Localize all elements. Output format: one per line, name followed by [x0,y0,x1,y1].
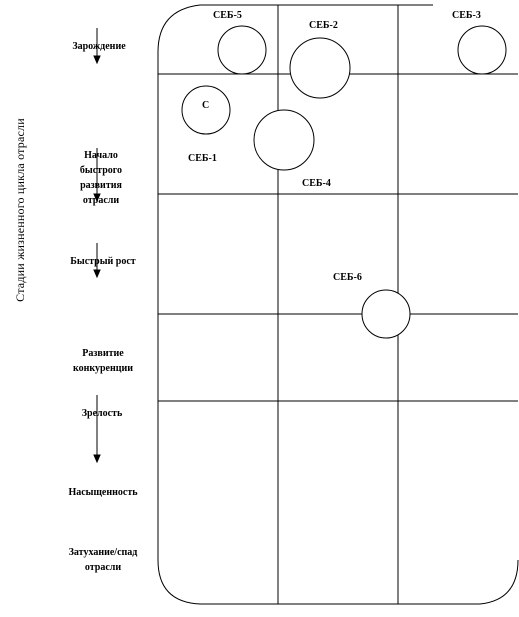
unit-label-seb4: СЕБ-4 [302,178,331,189]
stage-label-1: Начало быстрого развития отрасли [79,150,123,206]
stage-label-4: Зрелость [81,408,123,419]
unit-label-seb2: СЕБ-2 [309,20,338,31]
unit-circle-seb5 [218,26,266,74]
unit-circle-seb3 [458,26,506,74]
unit-label-seb5: СЕБ-5 [213,10,242,21]
unit-label-seb6: СЕБ-6 [333,272,362,283]
unit-circle-seb4 [254,110,314,170]
axis-title-text: Стадии жизненного цикла отрасли [13,118,27,302]
stage-label-6: Затухание/спад отрасли [68,547,138,573]
unit-label-c: С [202,100,210,111]
stage-label-0: Зарождение [72,41,126,52]
stage-arrows [94,28,100,462]
unit-circle-seb6 [362,290,410,338]
unit-label-seb1: СЕБ-1 [188,153,217,164]
unit-circle-seb2 [290,38,350,98]
stage-label-5: Насыщенность [68,487,138,498]
stage-label-3: Развитие конкуренции [72,348,134,374]
stage-label-2: Быстрый рост [70,256,136,267]
unit-label-seb3: СЕБ-3 [452,10,481,21]
